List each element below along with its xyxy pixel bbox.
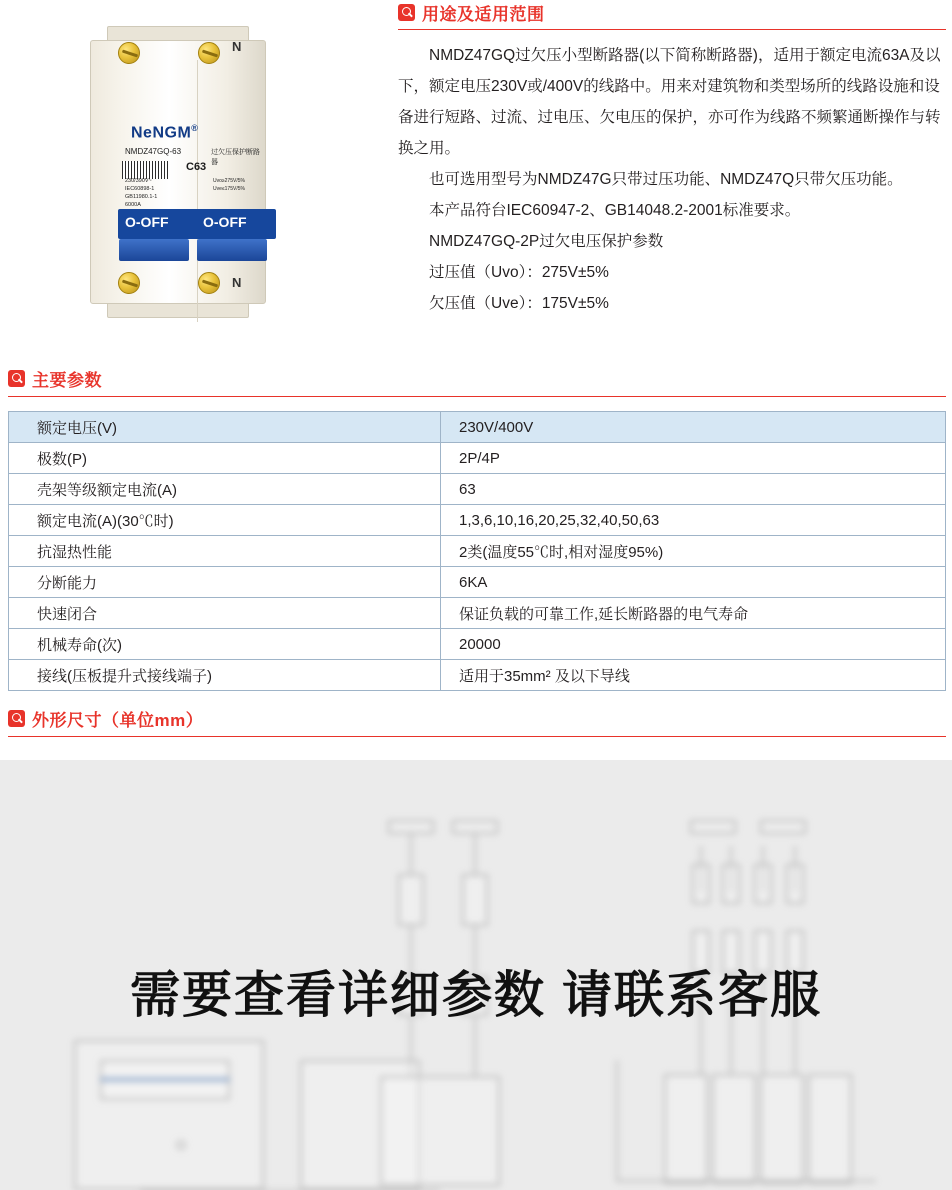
search-icon — [8, 370, 25, 387]
table-row — [9, 443, 946, 474]
usage-section — [398, 0, 946, 319]
usage-paragraph: 也可选用型号为NMDZ47G只带过压功能、NMDZ47Q只带欠压功能。 — [429, 171, 903, 188]
top-section — [0, 0, 952, 360]
breaker-spec-left: 230/390V~ IEC60898-1 GB11980.1-1 6000A — [125, 178, 158, 208]
breaker-off-label-right: O-OFF — [203, 214, 247, 230]
usage-paragraph: 本产品符台IEC60947-2、GB14048.2-2001标准要求。 — [429, 202, 801, 219]
usage-section-header — [398, 0, 946, 25]
breaker-terminal-screw — [118, 272, 140, 294]
dimensions-divider — [8, 736, 946, 737]
dimensions-section — [8, 706, 946, 737]
param-value: 230V/400V — [441, 412, 946, 443]
usage-paragraph: 过压值（Uvo）：275V±5% — [429, 264, 609, 281]
usage-section-body — [398, 40, 946, 319]
param-value: 保证负载的可靠工作,延长断路器的电气寿命 — [441, 598, 946, 629]
breaker-off-label-left: O-OFF — [125, 214, 169, 230]
breaker-terminal-screw — [198, 272, 220, 294]
param-name: 抗湿热性能 — [9, 536, 441, 567]
param-name: 极数(P) — [9, 443, 441, 474]
param-name: 接线(压板提升式接线端子) — [9, 660, 441, 691]
param-name: 机械寿命(次) — [9, 629, 441, 660]
breaker-spec-right: Uvo≥275V/5% Uve≤175V/5% — [213, 178, 245, 192]
breaker-brand-sup: ® — [191, 123, 199, 133]
search-icon — [8, 710, 25, 727]
param-name: 额定电压(V) — [9, 412, 441, 443]
main-params-title: 主要参数 — [32, 371, 102, 390]
usage-paragraph: 欠压值（Uve）：175V±5% — [429, 295, 609, 312]
breaker-toggle-right — [197, 239, 267, 261]
param-value: 2类(温度55℃时,相对湿度95%) — [441, 536, 946, 567]
product-photo — [10, 0, 360, 350]
breaker-neutral-label-bottom: N — [232, 275, 242, 290]
circuit-breaker-illustration — [72, 22, 282, 322]
param-value: 适用于35mm² 及以下导线 — [441, 660, 946, 691]
breaker-neutral-label-top: N — [232, 39, 242, 54]
usage-section-divider — [398, 29, 946, 30]
table-row — [9, 505, 946, 536]
param-value: 6KA — [441, 567, 946, 598]
breaker-body — [90, 40, 266, 304]
search-icon — [398, 4, 415, 21]
param-name: 分断能力 — [9, 567, 441, 598]
table-row — [9, 567, 946, 598]
dimensions-title: 外形尺寸（单位mm） — [32, 711, 204, 730]
breaker-terminal-screw — [198, 42, 220, 64]
breaker-rating: C63 — [186, 161, 207, 173]
usage-section-title: 用途及适用范围 — [422, 5, 545, 24]
table-row — [9, 598, 946, 629]
dimensions-header — [8, 706, 946, 731]
table-row — [9, 629, 946, 660]
breaker-brand-text: NeNGM — [131, 124, 192, 142]
main-params-header — [8, 366, 946, 391]
param-name: 额定电流(A)(30℃时) — [9, 505, 441, 536]
table-row — [9, 474, 946, 505]
param-name: 壳架等级额定电流(A) — [9, 474, 441, 505]
table-row — [9, 412, 946, 443]
param-value: 1,3,6,10,16,20,25,32,40,50,63 — [441, 505, 946, 536]
usage-paragraph: NMDZ47GQ过欠压小型断路器(以下简称断路器)，适用于额定电流63A及以下，额定电压230V或/400V的线路中。用来对建筑物和类型场所的线路设施和设备进行短路、过流、过电压、欠电压的保护，亦可作为线路不频繁通断操作与转换之用。 — [398, 47, 941, 157]
dimensions-drawing — [0, 760, 952, 1190]
param-value: 20000 — [441, 629, 946, 660]
param-name: 快速闭合 — [9, 598, 441, 629]
breaker-brand — [131, 123, 198, 142]
breaker-terminal-screw — [118, 42, 140, 64]
main-params-divider — [8, 396, 946, 397]
main-params-section — [8, 366, 946, 691]
contact-service-overlay: 需要查看详细参数 请联系客服 — [130, 967, 822, 1023]
breaker-subtitle: 过欠压保护断路器 — [211, 149, 260, 166]
usage-paragraph: NMDZ47GQ-2P过欠电压保护参数 — [429, 233, 664, 250]
param-value: 2P/4P — [441, 443, 946, 474]
main-params-table — [8, 411, 946, 691]
table-row — [9, 660, 946, 691]
breaker-model: NMDZ47GQ-63 — [125, 147, 182, 156]
table-row — [9, 536, 946, 567]
param-value: 63 — [441, 474, 946, 505]
breaker-toggle-left — [119, 239, 189, 261]
